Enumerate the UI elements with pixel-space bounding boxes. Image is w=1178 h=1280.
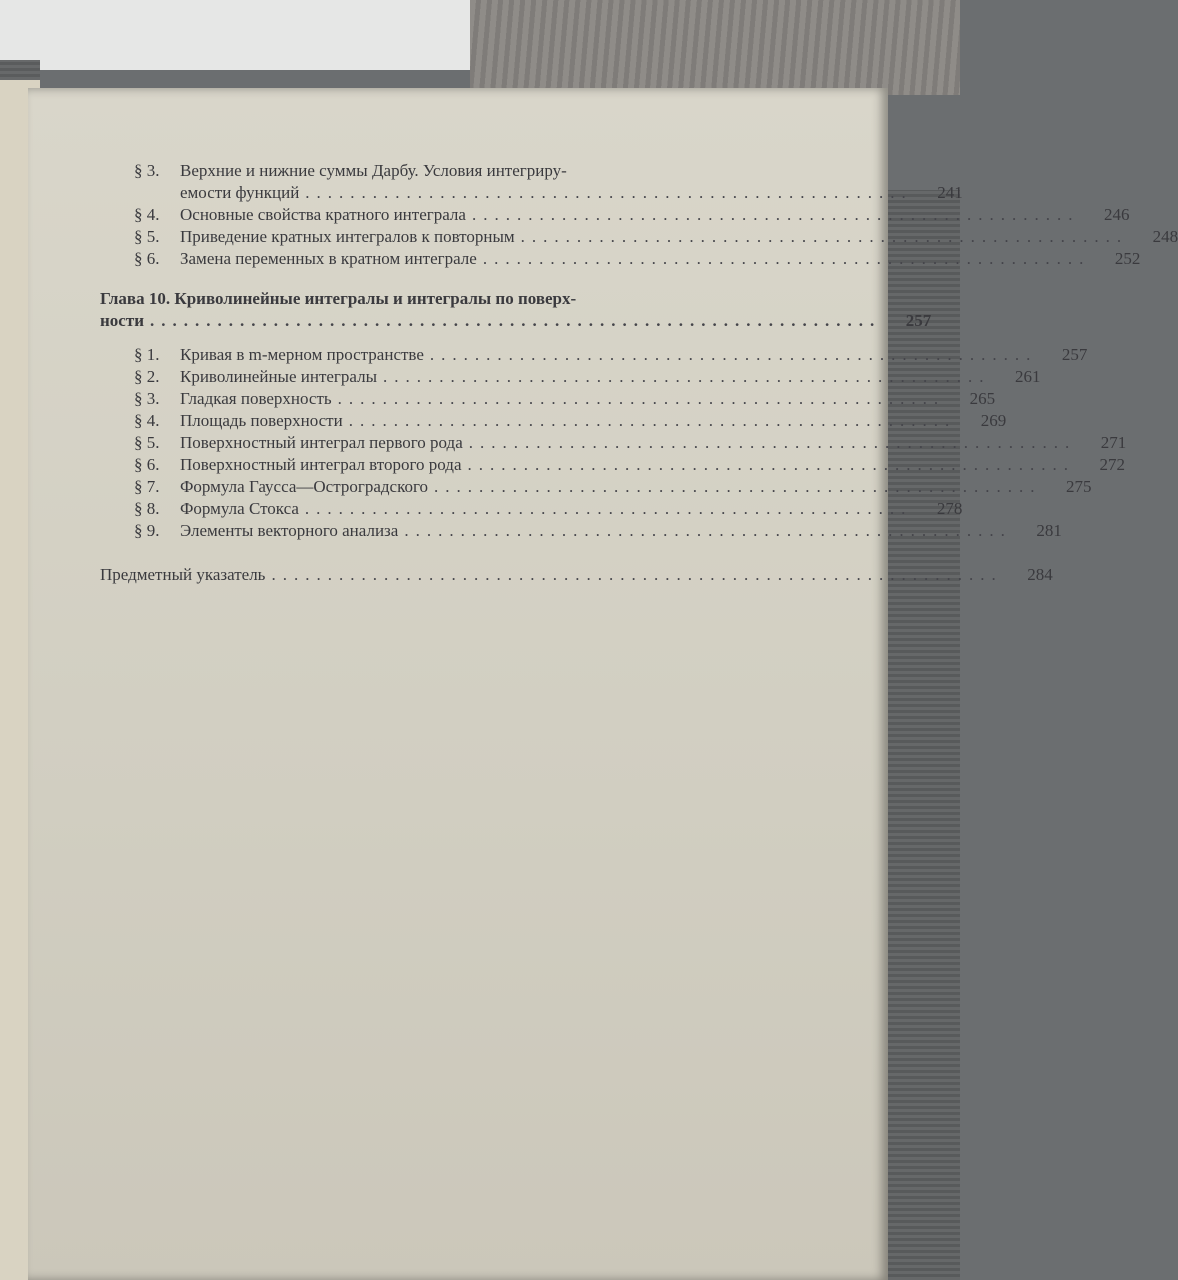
section-number: § 9.	[134, 521, 160, 540]
background-wood	[470, 0, 960, 95]
section-number: § 6.	[134, 455, 160, 474]
page-number: 241	[937, 183, 963, 202]
section-title: Приведение кратных интегралов к повторным	[180, 227, 515, 246]
toc-entry	[100, 498, 963, 520]
page-number: 257	[1061, 345, 1088, 364]
leader-dots: ......................................................	[429, 345, 1038, 364]
section-title: Формула Стокса	[180, 499, 299, 518]
page-number: 269	[980, 411, 1007, 430]
page-number: 246	[1103, 205, 1130, 224]
section-number: § 2.	[134, 367, 160, 386]
section-title: Кривая в m-мерном пространстве	[180, 345, 424, 364]
chapter-heading-continuation	[100, 310, 932, 332]
toc-entry	[100, 226, 1178, 248]
page-number: 278	[936, 499, 963, 518]
section-number: § 3.	[134, 161, 160, 180]
section-title: Формула Гаусса—Остроградского	[180, 477, 429, 496]
chapter-title-cont: ности	[100, 311, 144, 330]
leader-dots: ......................................................	[467, 455, 1075, 474]
leader-dots: ......................................................	[520, 227, 1129, 246]
leader-dots: ......................................................	[383, 367, 991, 386]
leader-dots: ......................................................	[337, 389, 946, 408]
toc-entry	[100, 520, 1062, 542]
toc-entry-index	[100, 564, 1053, 586]
table-of-contents	[100, 160, 1178, 586]
section-number: § 3.	[134, 389, 160, 408]
page-number: 265	[969, 389, 996, 408]
page-number: 248	[1152, 227, 1178, 246]
leader-dots: .................................................................	[150, 311, 882, 330]
chapter-heading	[100, 288, 820, 310]
section-title: Поверхностный интеграл первого рода	[180, 433, 463, 452]
leader-dots: ......................................................	[482, 249, 1091, 268]
page-number: 252	[1114, 249, 1141, 268]
toc-entry	[100, 160, 820, 182]
background-wall	[0, 0, 480, 70]
section-number: § 8.	[134, 499, 160, 518]
toc-entry	[100, 410, 1007, 432]
section-number: § 6.	[134, 249, 160, 268]
leader-dots: .................................................................	[271, 565, 1003, 584]
leader-dots: ......................................................	[434, 477, 1042, 496]
leader-dots: ......................................................	[468, 433, 1077, 452]
page-number: 281	[1036, 521, 1062, 540]
toc-entry	[100, 476, 1092, 498]
leader-dots: ......................................................	[305, 183, 913, 202]
toc-entry	[100, 344, 1088, 366]
section-title: Поверхностный интеграл второго рода	[180, 455, 462, 474]
section-title: Верхние и нижние суммы Дарбу. Условия интегриру-	[180, 161, 567, 180]
index-title: Предметный указатель	[100, 565, 266, 584]
toc-entry	[100, 432, 1127, 454]
section-title: Основные свойства кратного интеграла	[180, 205, 466, 224]
toc-entry-continuation	[100, 182, 963, 204]
page-number: 261	[1015, 367, 1041, 386]
section-title: Криволинейные интегралы	[180, 367, 378, 386]
section-title-cont: емости функций	[180, 183, 300, 202]
section-number: § 4.	[134, 205, 160, 224]
page-number: 272	[1099, 455, 1125, 474]
toc-entry	[100, 366, 1041, 388]
section-number: § 5.	[134, 227, 160, 246]
page-number: 284	[1027, 565, 1053, 584]
toc-entry	[100, 454, 1125, 476]
section-number: § 1.	[134, 345, 160, 364]
page-number: 275	[1066, 477, 1092, 496]
chapter-title: Глава 10. Криволинейные интегралы и интегралы по поверх-	[100, 289, 577, 308]
toc-entry	[100, 204, 1130, 226]
toc-entry	[100, 388, 996, 410]
leader-dots: ......................................................	[348, 411, 957, 430]
leader-dots: ......................................................	[404, 521, 1012, 540]
leader-dots: ......................................................	[304, 499, 913, 518]
section-title: Площадь поверхности	[180, 411, 343, 430]
toc-entry	[100, 248, 1141, 270]
page-number: 271	[1100, 433, 1127, 452]
section-number: § 4.	[134, 411, 160, 430]
section-title: Гладкая поверхность	[180, 389, 332, 408]
leader-dots: ......................................................	[471, 205, 1080, 224]
section-number: § 5.	[134, 433, 160, 452]
section-title: Элементы векторного анализа	[180, 521, 399, 540]
section-title: Замена переменных в кратном интеграле	[180, 249, 477, 268]
section-number: § 7.	[134, 477, 160, 496]
page-number: 257	[905, 311, 932, 330]
